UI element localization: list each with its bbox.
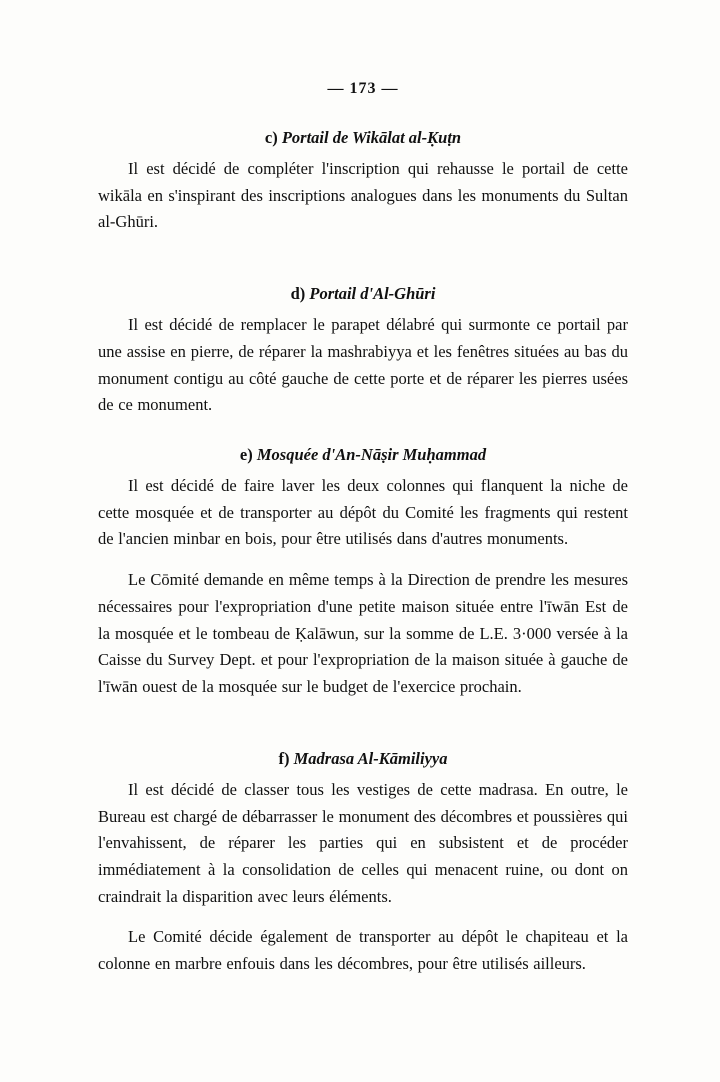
section-letter-c: c) (264, 128, 278, 147)
paragraph-c-1: Il est décidé de compléter l'inscription qui rehausse le portail de cette wikāla en s'inspirant des inscriptions analogues dans les monuments du Sultan al-Ghūri. (98, 159, 628, 232)
section-letter-f: f) (278, 748, 290, 768)
paragraph-e-2: Le Cōmité demande en même temps à la Direction de prendre les mesures nécessaires pour l'expropriation d'une petite maison située entre l'īwān Est de la mosquée et le tombeau de Ḳalāwun, sur la somme de L.E. 3·000 versée à la Caisse du Survey Dept. et pour l'expropriation de la maison située à gauche de l'īwān ouest de la mosquée sur le budget de l'exercice prochain. (98, 570, 628, 697)
spacer-c-d (98, 238, 628, 258)
section-heading-d (98, 284, 628, 304)
paragraph-f-2: Le Comité décide également de transporter au dépôt le chapiteau et la colonne en marbre enfouis dans les décombres, pour être utilisés ailleurs. (98, 927, 628, 974)
spacer-e-f (98, 703, 628, 723)
section-title-f: Madrasa Al-Kāmiliyya (293, 748, 448, 768)
paragraph-e-1: Il est décidé de faire laver les deux colonnes qui flanquent la niche de cette mosquée et de transporter au dépôt du Comité les fragments qui restent de l'ancien minbar en bois, pour être utilisés dans d'autres monuments. (98, 476, 628, 549)
section-letter-d: d) (290, 284, 306, 304)
paragraph-d-1: Il est décidé de remplacer le parapet délabré qui surmonte ce portail par une assise en pierre, de réparer la mashrabiyya et les fenêtres situées au bas du monument contigu au côté gauche de cette porte et de réparer les pierres usées de ce monument. (98, 315, 628, 415)
section-heading-f (98, 749, 628, 769)
section-letter-e: e) (239, 445, 253, 465)
paragraph-f-1: Il est décidé de classer tous les vestiges de cette madrasa. En outre, le Bureau est chargé de débarrasser le monument des décombres et poussières qui l'envahissent, de réparer les parties qui en subsistent et de procéder immédiatement à la consolidation de celles qui menacent ruine, ou dont on craindrait la disparition avec leurs éléments. (98, 779, 628, 906)
section-title-e: Mosquée d'An-Nāṣir Muḥammad (256, 445, 487, 465)
page-content (98, 80, 628, 980)
section-heading-c (98, 128, 628, 148)
section-title-c: Portail de Wikālat al-Ḳuṭn (281, 128, 462, 147)
section-heading-e (98, 445, 628, 465)
section-title-d: Portail d'Al-Ghūri (309, 284, 436, 304)
page-number: — 173 — (327, 80, 399, 97)
